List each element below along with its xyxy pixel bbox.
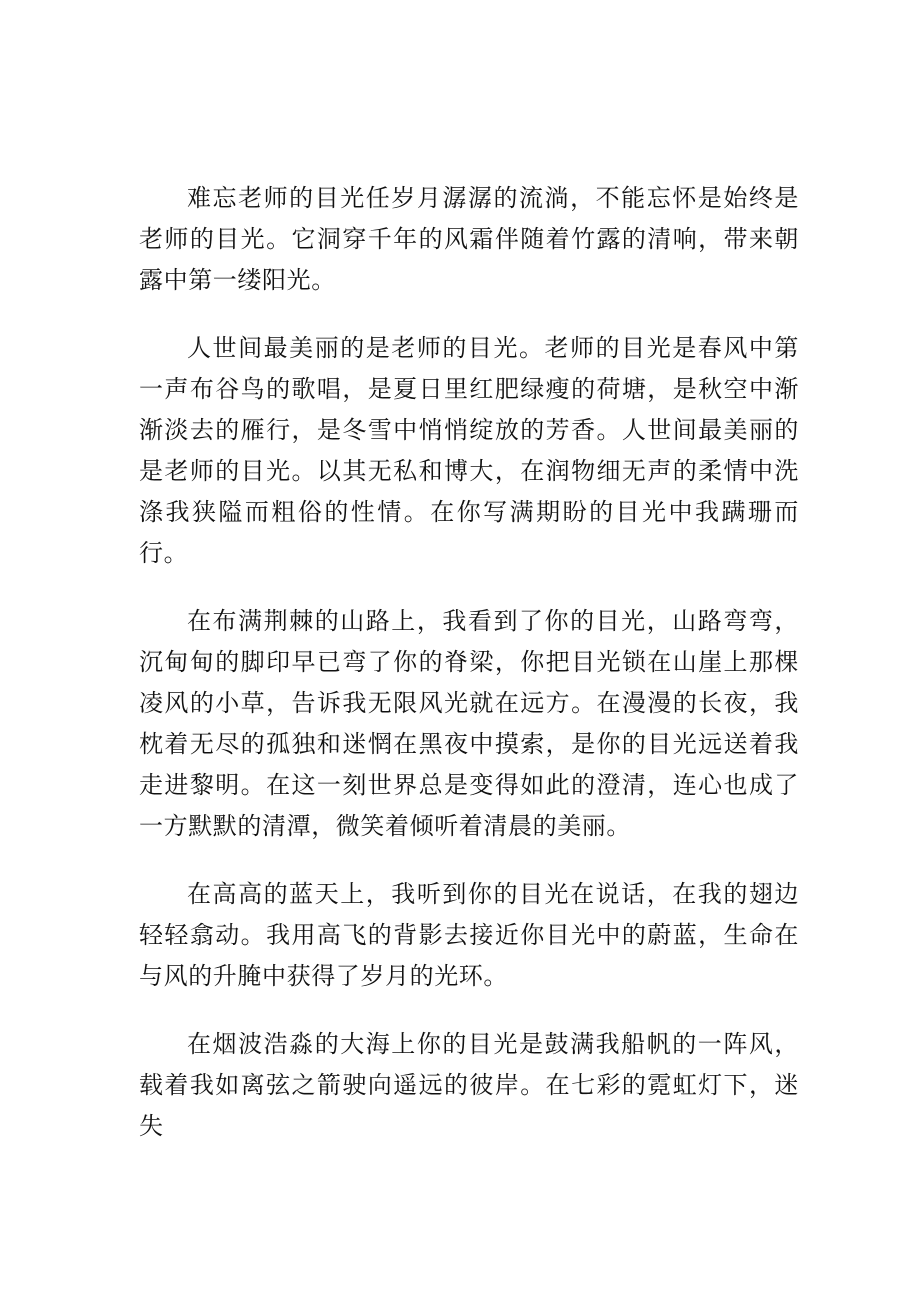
document-body xyxy=(139,178,799,1174)
paragraph-3: 在布满荆棘的山路上，我看到了你的目光，山路弯弯，沉甸甸的脚印早已弯了你的脊梁，你把目光锁在山崖上那棵凌风的小草，告诉我无限风光就在远方。在漫漫的长夜，我枕着无尽的孤独和迷惘在黑夜中摸索，是你的目光远送着我走进黎明。在这一刻世界总是变得如此的澄清，连心也成了一方默默的清潭，微笑着倾听着清晨的美丽。 xyxy=(139,607,799,840)
paragraph-5: 在烟波浩淼的大海上你的目光是鼓满我船帆的一阵风，载着我如离弦之箭驶向遥远的彼岸。在七彩的霓虹灯下，迷失 xyxy=(139,1030,799,1140)
paragraph-1: 难忘老师的目光任岁月潺潺的流淌，不能忘怀是始终是老师的目光。它洞穿千年的风霜伴随着竹露的清响，带来朝露中第一缕阳光。 xyxy=(139,184,799,294)
paragraph-2: 人世间最美丽的是老师的目光。老师的目光是春风中第一声布谷鸟的歌唱，是夏日里红肥绿瘦的荷塘，是秋空中渐渐淡去的雁行，是冬雪中悄悄绽放的芳香。人世间最美丽的是老师的目光。以其无私和博大，在润物细无声的柔情中洗涤我狭隘而粗俗的性情。在你写满期盼的目光中我蹒珊而行。 xyxy=(139,334,799,567)
paragraph-4: 在高高的蓝天上，我听到你的目光在说话，在我的翅边轻轻翕动。我用高飞的背影去接近你目光中的蔚蓝，生命在与风的升腌中获得了岁月的光环。 xyxy=(139,880,799,990)
